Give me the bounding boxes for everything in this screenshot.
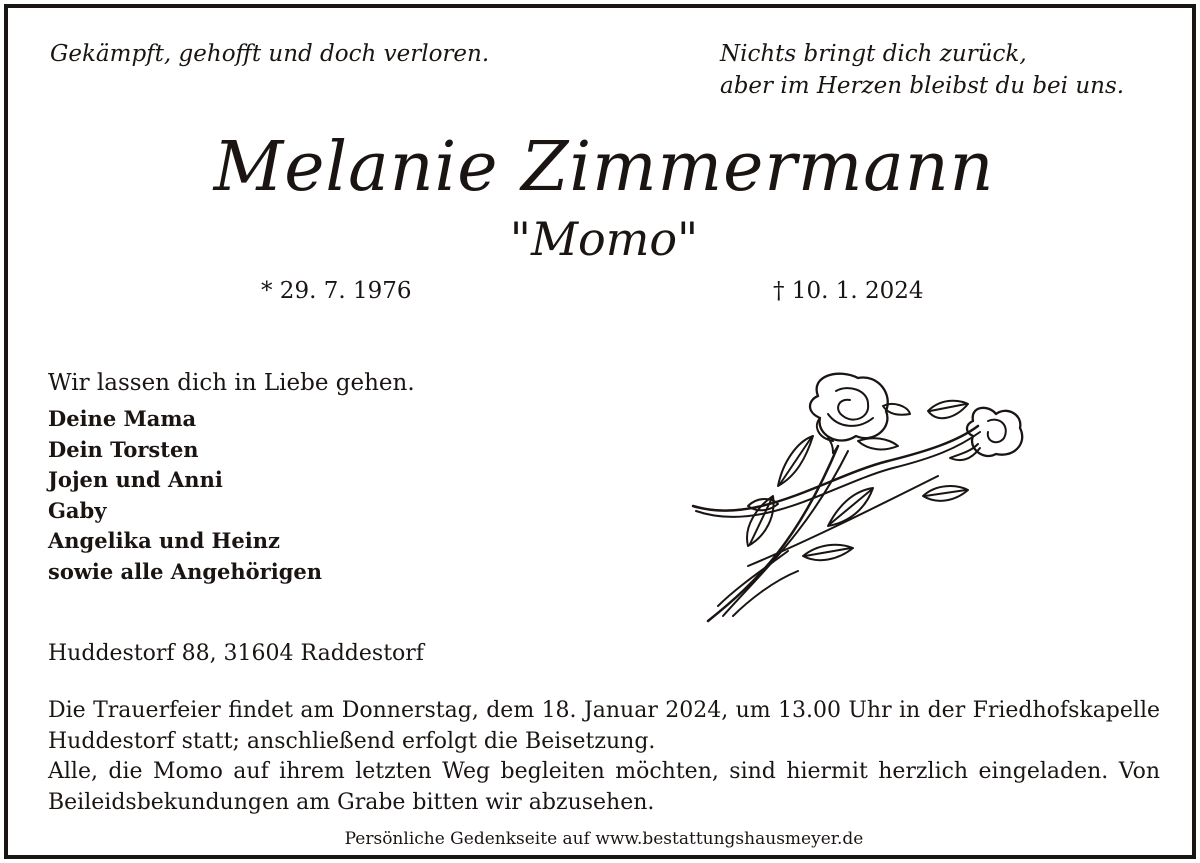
deceased-nickname: "Momo" bbox=[509, 212, 699, 266]
funeral-notice bbox=[48, 696, 1160, 818]
family-address: Huddestorf 88, 31604 Raddestorf bbox=[48, 641, 424, 666]
motto-right-line-1: Nichts bringt dich zurück, bbox=[720, 41, 1027, 67]
list-item: Jojen und Anni bbox=[48, 467, 223, 493]
list-item: Angelika und Heinz bbox=[48, 528, 280, 554]
motto-right-line-2: aber im Herzen bleibst du bei uns. bbox=[720, 73, 1125, 99]
death-date: † 10. 1. 2024 bbox=[773, 278, 924, 304]
list-item: sowie alle Angehörigen bbox=[48, 558, 323, 584]
motto-right bbox=[720, 38, 1124, 102]
roses-illustration-icon bbox=[688, 366, 1038, 636]
memorial-page-footer: Persönliche Gedenkseite auf www.bestattungshausmeyer.de bbox=[344, 829, 864, 849]
motto-left: Gekämpft, gehofft und doch verloren. bbox=[50, 41, 490, 67]
intro-text: Wir lassen dich in Liebe gehen. bbox=[48, 370, 415, 396]
mourners-list bbox=[48, 404, 322, 588]
list-item: Gaby bbox=[48, 497, 107, 523]
obituary-card bbox=[4, 4, 1196, 859]
notice-paragraph-1: Die Trauerfeier findet am Donnerstag, dem 18. Januar 2024, um 13.00 Uhr in der Friedhofskapelle Huddestorf statt; anschließend erfolgt die Beisetzung. bbox=[48, 698, 1160, 754]
birth-date: * 29. 7. 1976 bbox=[261, 278, 412, 304]
list-item: Dein Torsten bbox=[48, 436, 199, 462]
list-item: Deine Mama bbox=[48, 406, 197, 431]
deceased-name: Melanie Zimmermann bbox=[213, 128, 995, 207]
notice-paragraph-2: Alle, die Momo auf ihrem letzten Weg begleiten möchten, sind hiermit herzlich eingeladen. Von Beileidsbekundungen am Grabe bitten wir abzusehen. bbox=[48, 759, 1160, 815]
